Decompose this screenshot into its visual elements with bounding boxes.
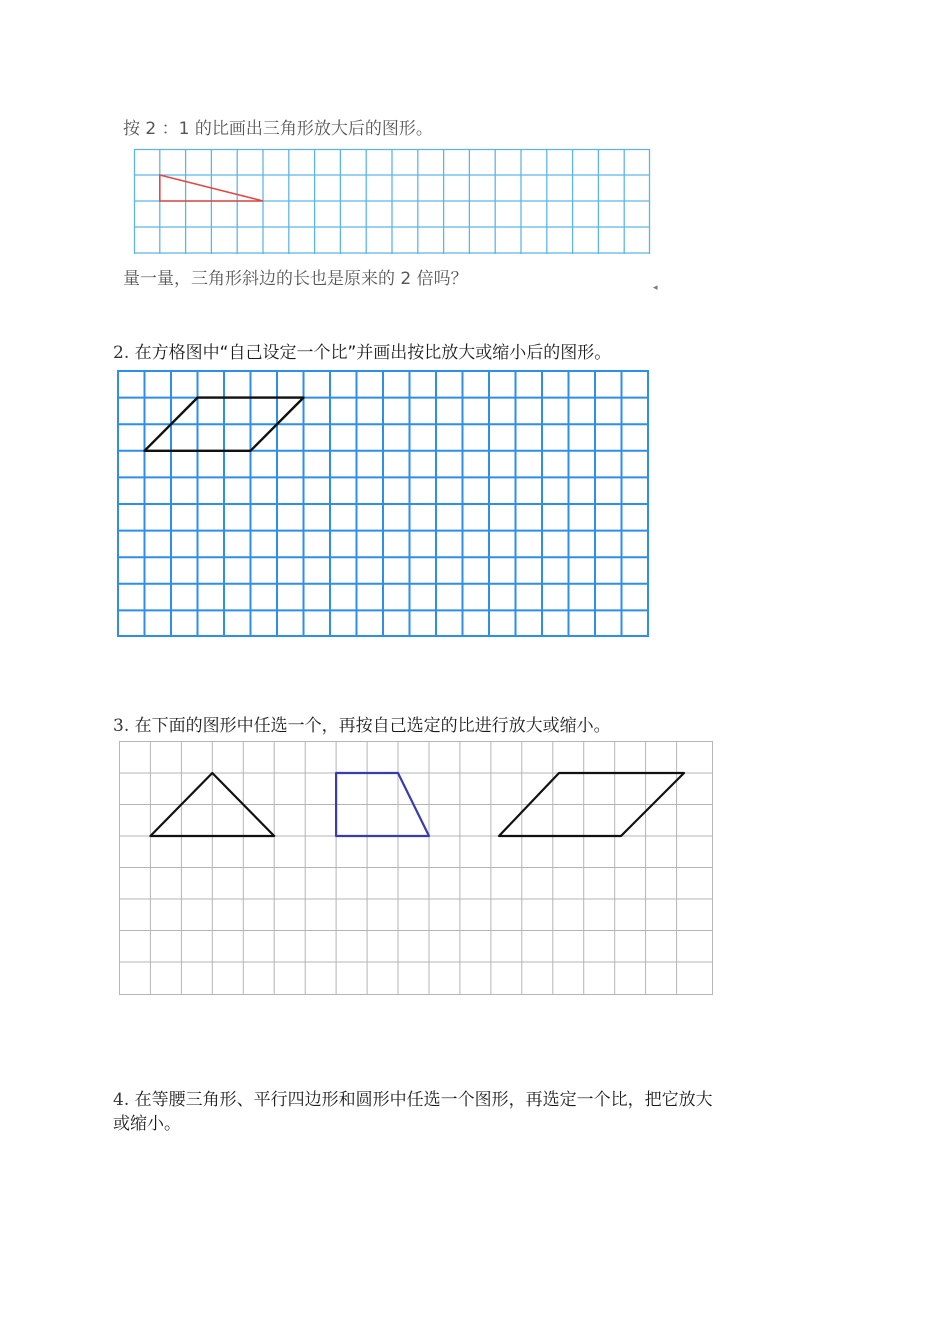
- q1-grid: [134, 149, 650, 254]
- q3-instruction: 在下面的图形中任选一个，再按自己选定的比进行放大或缩小。: [134, 716, 611, 736]
- q3-number: 3.: [113, 716, 130, 736]
- q4-heading: [113, 1089, 713, 1111]
- q3-grid-lines: [119, 741, 713, 995]
- q2-instruction: 在方格图中“自己设定一个比”并画出按比放大或缩小后的图形。: [134, 343, 612, 363]
- q1-followup: 量一量，三角形斜边的长也是原来的 2 倍吗？: [123, 269, 468, 289]
- q2-number: 2.: [113, 343, 130, 363]
- q1-instruction: 按 2 ：1 的比画出三角形放大后的图形。: [123, 119, 433, 139]
- q2-grid: [117, 370, 649, 637]
- q3-heading: [113, 715, 611, 737]
- q2-heading: [113, 342, 611, 364]
- q4-instruction-line2: 或缩小。: [113, 1114, 181, 1134]
- q4-number: 4.: [113, 1090, 130, 1110]
- q4-instruction-line1: 在等腰三角形、平行四边形和圆形中任选一个图形，再选定一个比，把它放大: [134, 1090, 713, 1110]
- q3-grid: [119, 741, 713, 996]
- q2-grid-lines: [117, 370, 649, 637]
- q1-mark: ◂: [653, 283, 658, 293]
